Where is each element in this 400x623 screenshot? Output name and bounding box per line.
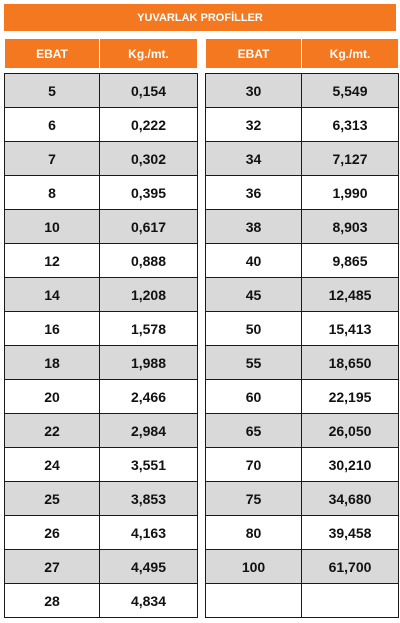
size-column-header: EBAT (206, 39, 302, 69)
size-cell: 28 (5, 584, 100, 618)
weight-cell: 4,163 (100, 516, 198, 550)
size-cell: 7 (5, 142, 100, 176)
size-cell: 26 (5, 516, 100, 550)
table-row (5, 108, 198, 142)
size-cell: 12 (5, 244, 100, 278)
weight-cell: 7,127 (302, 142, 399, 176)
weight-cell: 2,466 (100, 380, 198, 414)
table-row (206, 448, 399, 482)
size-cell: 100 (206, 550, 302, 584)
weight-cell: 4,834 (100, 584, 198, 618)
table-row (206, 74, 399, 108)
table-row (5, 448, 198, 482)
size-cell: 20 (5, 380, 100, 414)
table-row (5, 278, 198, 312)
table-row (5, 550, 198, 584)
table-row (206, 142, 399, 176)
size-cell: 70 (206, 448, 302, 482)
size-cell (206, 584, 302, 618)
table-row (206, 210, 399, 244)
table-row (5, 414, 198, 448)
weight-cell: 6,313 (302, 108, 399, 142)
size-cell: 27 (5, 550, 100, 584)
table-row (206, 108, 399, 142)
table-row (5, 74, 198, 108)
size-cell: 75 (206, 482, 302, 516)
size-cell: 5 (5, 74, 100, 108)
weight-cell: 4,495 (100, 550, 198, 584)
table-row (5, 142, 198, 176)
table-row (5, 346, 198, 380)
weight-cell: 0,302 (100, 142, 198, 176)
table-row (206, 244, 399, 278)
size-cell: 10 (5, 210, 100, 244)
weight-cell: 0,154 (100, 74, 198, 108)
weight-cell: 3,551 (100, 448, 198, 482)
weight-cell: 0,888 (100, 244, 198, 278)
table-row (206, 312, 399, 346)
weight-column-header: Kg./mt. (302, 39, 399, 69)
weight-cell: 0,395 (100, 176, 198, 210)
size-cell: 30 (206, 74, 302, 108)
size-column-header: EBAT (5, 39, 100, 69)
size-cell: 25 (5, 482, 100, 516)
table-row (5, 210, 198, 244)
table-row (5, 380, 198, 414)
table-row (5, 176, 198, 210)
table-row (5, 244, 198, 278)
size-cell: 14 (5, 278, 100, 312)
weight-cell: 1,990 (302, 176, 399, 210)
weight-cell: 34,680 (302, 482, 399, 516)
weight-cell: 1,988 (100, 346, 198, 380)
table-row (206, 550, 399, 584)
table-row (206, 278, 399, 312)
size-cell: 16 (5, 312, 100, 346)
size-cell: 36 (206, 176, 302, 210)
size-cell: 18 (5, 346, 100, 380)
weight-cell: 5,549 (302, 74, 399, 108)
table-row (206, 176, 399, 210)
size-cell: 80 (206, 516, 302, 550)
header-row (206, 39, 399, 69)
weight-cell: 12,485 (302, 278, 399, 312)
weight-cell: 8,903 (302, 210, 399, 244)
weight-cell: 3,853 (100, 482, 198, 516)
weight-cell: 39,458 (302, 516, 399, 550)
weight-cell: 22,195 (302, 380, 399, 414)
weight-column-header: Kg./mt. (100, 39, 198, 69)
weight-cell (302, 584, 399, 618)
table-row (5, 584, 198, 618)
size-cell: 45 (206, 278, 302, 312)
table-title: YUVARLAK PROFİLLER (4, 4, 396, 31)
size-cell: 22 (5, 414, 100, 448)
size-cell: 55 (206, 346, 302, 380)
weight-cell: 0,222 (100, 108, 198, 142)
table-row (206, 482, 399, 516)
table-row (206, 380, 399, 414)
size-cell: 60 (206, 380, 302, 414)
size-cell: 40 (206, 244, 302, 278)
header-row (5, 39, 198, 69)
size-cell: 32 (206, 108, 302, 142)
weight-cell: 18,650 (302, 346, 399, 380)
weight-cell: 1,578 (100, 312, 198, 346)
table-row (5, 516, 198, 550)
weight-cell: 30,210 (302, 448, 399, 482)
weight-cell: 26,050 (302, 414, 399, 448)
weight-cell: 15,413 (302, 312, 399, 346)
size-cell: 65 (206, 414, 302, 448)
weight-cell: 0,617 (100, 210, 198, 244)
table-row (5, 482, 198, 516)
weight-cell: 1,208 (100, 278, 198, 312)
left-size-table (4, 38, 198, 618)
size-cell: 50 (206, 312, 302, 346)
table-row (206, 414, 399, 448)
table-row (206, 584, 399, 618)
size-cell: 38 (206, 210, 302, 244)
table-row (5, 312, 198, 346)
weight-cell: 61,700 (302, 550, 399, 584)
table-row (206, 346, 399, 380)
size-cell: 8 (5, 176, 100, 210)
size-cell: 34 (206, 142, 302, 176)
size-cell: 6 (5, 108, 100, 142)
right-size-table (205, 38, 399, 618)
size-cell: 24 (5, 448, 100, 482)
table-row (206, 516, 399, 550)
weight-cell: 2,984 (100, 414, 198, 448)
weight-cell: 9,865 (302, 244, 399, 278)
